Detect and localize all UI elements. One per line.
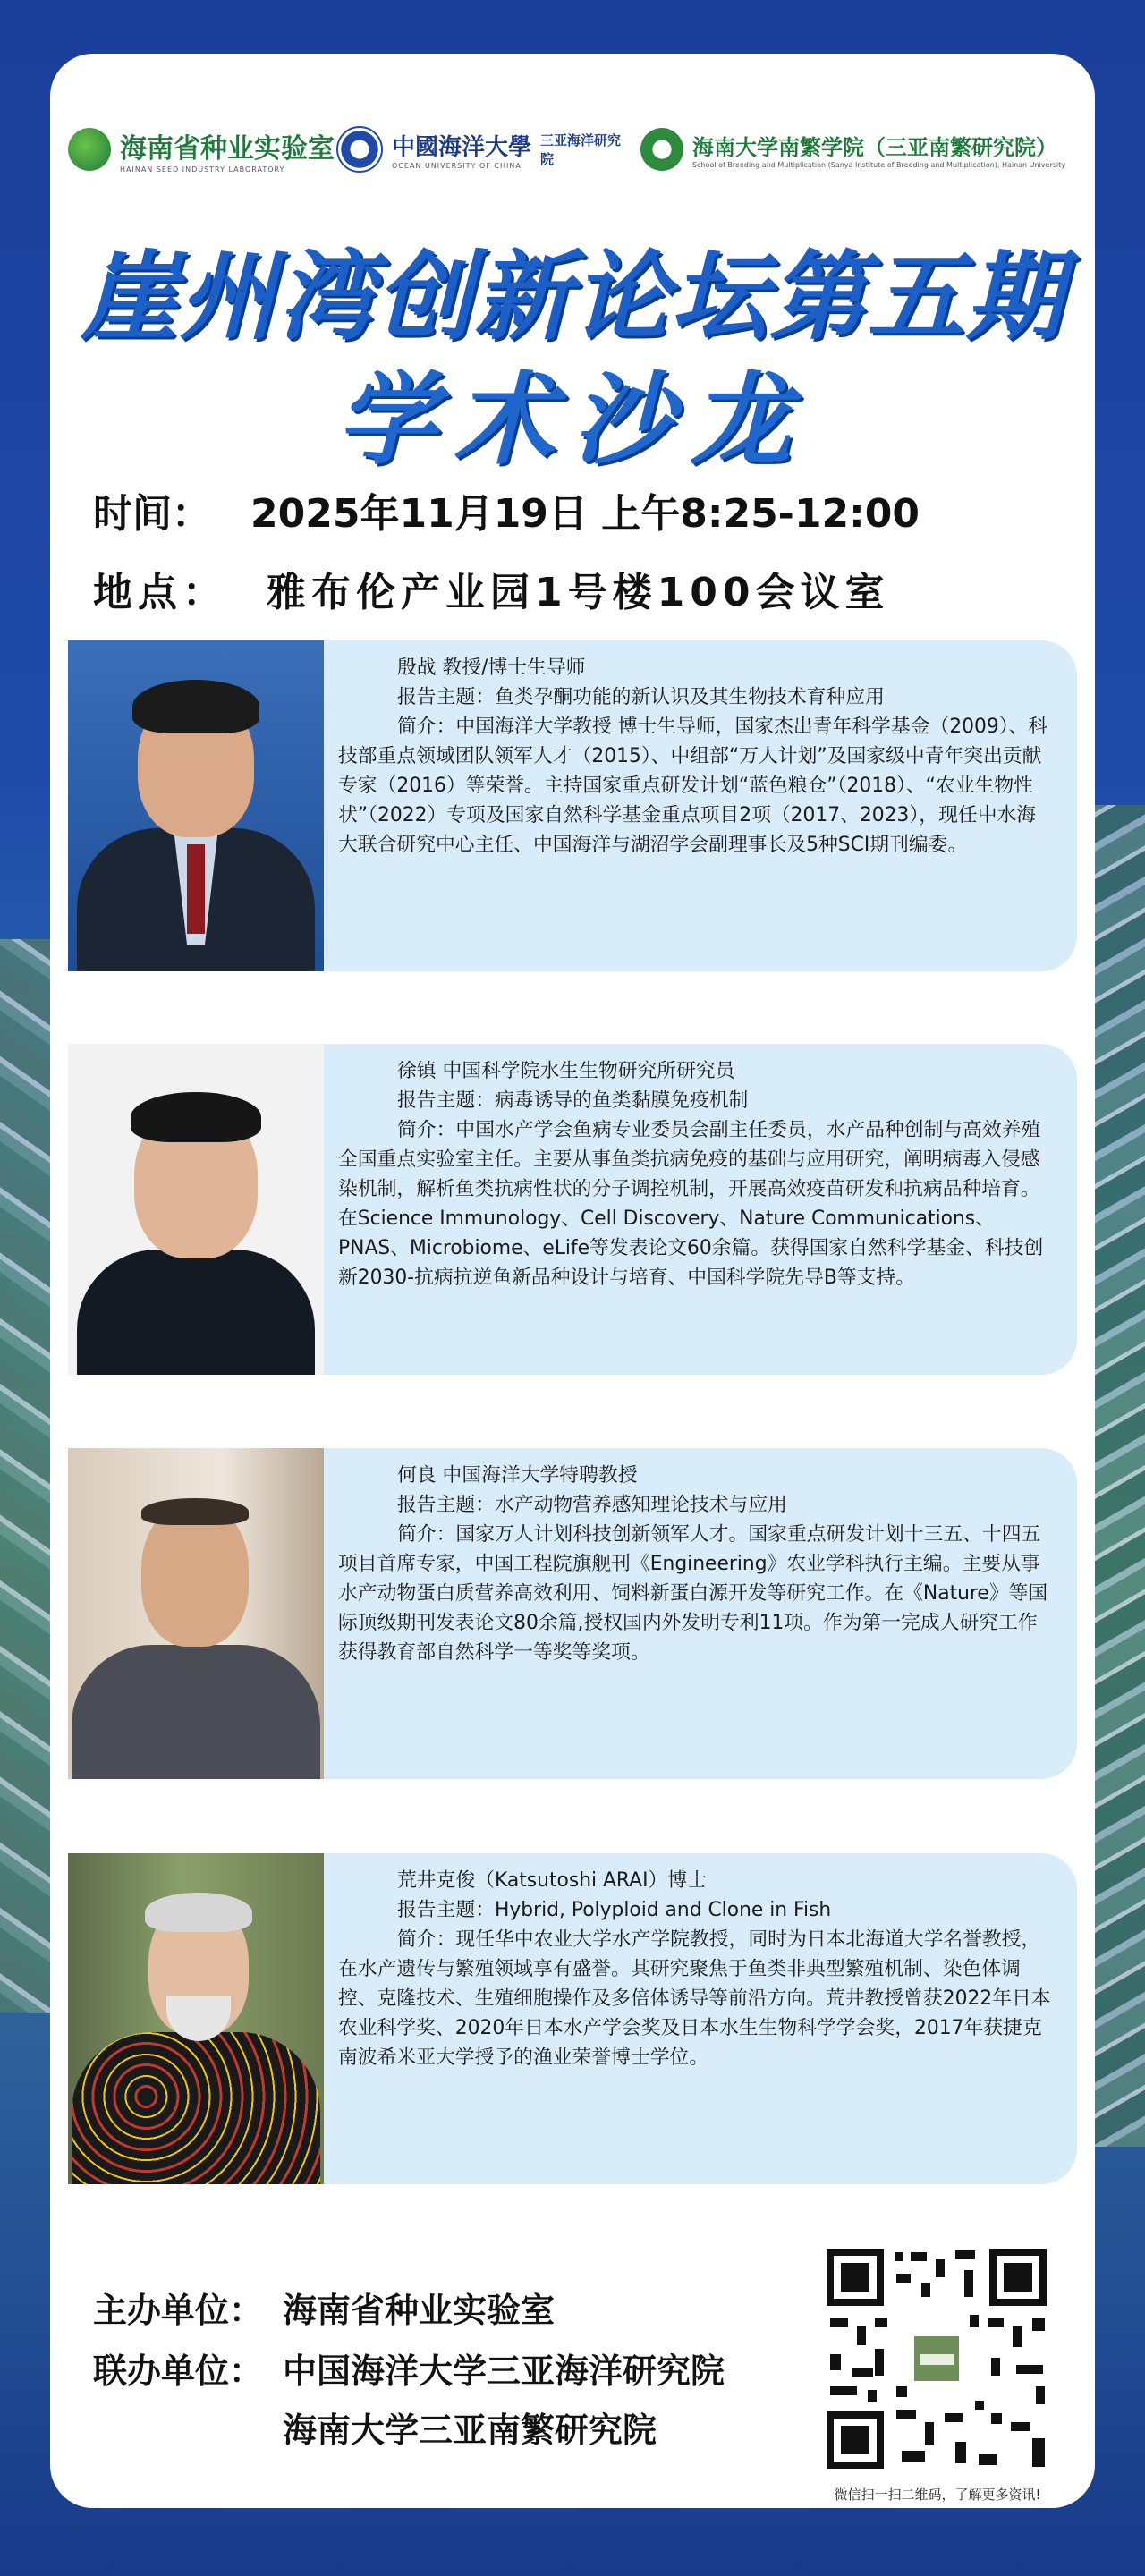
speaker-text [338,1866,1054,2072]
hainu-emblem-icon [640,128,683,171]
seed-lab-name: 海南省种业实验室 [120,132,335,165]
place-label: 地点： [93,570,227,615]
host-organizer [93,2283,555,2332]
co-label: 联办单位： [93,2351,264,2391]
ouc-emblem-icon [336,126,383,173]
speaker-photo [68,1044,324,1375]
speaker-bio: 简介：中国水产学会鱼病专业委员会副主任委员，水产品种创制与高效养殖全国重点实验室主任。主要从事鱼类抗病免疫的基础与应用研究，阐明病毒入侵感染机制，解析鱼类抗病性状的分子调控机制，开展高效疫苗研发和抗病品种培育。在Science Immunology、Cell Discovery、Nature Communications、PNAS、Microbiome、eLife等发表论文60余篇。获得国家自然科学基金、科技创新2030-抗病抗逆鱼新品种设计与培育、中国科学院先导B等支持。 [338,1119,1044,1289]
time-value: 2025年11月19日 上午8:25-12:00 [250,491,920,537]
time-label: 时间： [93,491,211,537]
ouc-english: OCEAN UNIVERSITY OF CHINA [392,162,522,170]
speaker-text [338,1056,1054,1292]
co-organizer [93,2343,725,2393]
ouc-name: 中國海洋大學 [392,134,532,161]
qr-caption: 微信扫一扫二维码，了解更多资讯! [834,2487,1041,2503]
speaker-topic: 报告主题：Hybrid, Polyploid and Clone in Fish [397,1899,832,1921]
speaker-name: 徐镇 中国科学院水生生物研究所研究员 [397,1060,735,1082]
qr-code-icon [821,2243,1052,2474]
host-value: 海南省种业实验室 [283,2291,556,2330]
seed-lab-english: HAINAN SEED INDUSTRY LABORATORY [120,165,285,174]
forum-title: 崖州湾创新论坛第五期 [80,242,1064,353]
seed-lab-logo [68,109,336,190]
speaker-photo [68,1448,324,1779]
hainu-logo [640,109,1077,190]
co-value-2: 海南大学三亚南繁研究院 [283,2411,657,2450]
ouc-logo [336,109,632,190]
speaker-photo [68,640,324,971]
speaker-card [68,1448,1077,1779]
speaker-bio: 简介：国家万人计划科技创新领军人才。国家重点研发计划十三五、十四五项目首席专家，中国工程院旗舰刊《Engineering》农业学科执行主编。主要从事水产动物蛋白质营养高效利用、饲料新蛋白源开发等研究工作。在《Nature》等国际顶级期刊发表论文80余篇,授权国内外发明专利11项。作为第一完成人研究工作获得教育部自然科学一等奖等奖项。 [338,1523,1048,1664]
wechat-qr-code[interactable] [821,2243,1052,2474]
co-organizer-2 [283,2402,657,2452]
logo-bar [68,109,1077,190]
speaker-text [338,1461,1054,1667]
seed-lab-emblem-icon [68,128,111,171]
host-label: 主办单位： [93,2291,264,2330]
speaker-name: 荒井克俊（Katsutoshi ARAI）博士 [397,1869,707,1892]
speaker-bio: 简介：现任华中农业大学水产学院教授，同时为日本北海道大学名誉教授，在水产遗传与繁殖领域享有盛誉。其研究聚焦于鱼类非典型繁殖机制、染色体调控、克隆技术、生殖细胞操作及多倍体诱导等前沿方向。荒井教授曾获2022年日本农业科学奖、2020年日本水产学会奖及日本水生生物科学学会奖，2017年获捷克南波希米亚大学授予的渔业荣誉博士学位。 [338,1928,1051,2069]
speaker-bio: 简介：中国海洋大学教授 博士生导师，国家杰出青年科学基金（2009）、科技部重点领域团队领军人才（2015）、中组部“万人计划”及国家级中青年突出贡献专家（2016）等荣誉。主持国家重点研发计划“蓝色粮仓”（2018）、“农业生物性状”（2022）专项及国家自然科学基金重点项目2项（2017、2023），现任中水海大联合研究中心主任、中国海洋与湖沼学会副理事长及5种SCI期刊编委。 [338,716,1048,856]
poster-panel [50,54,1095,2508]
speaker-photo [68,1853,324,2184]
speaker-name: 殷战 教授/博士生导师 [397,657,586,679]
speaker-card [68,1044,1077,1375]
ouc-sanya-institute: 三亚海洋研究院 [540,132,622,167]
co-value-1: 中国海洋大学三亚海洋研究院 [283,2351,725,2391]
speaker-card [68,1853,1077,2184]
speaker-name: 何良 中国海洋大学特聘教授 [397,1464,638,1487]
speaker-topic: 报告主题：水产动物营养感知理论技术与应用 [397,1494,787,1516]
speaker-topic: 报告主题：鱼类孕酮功能的新认识及其生物技术育种应用 [397,686,885,708]
speaker-card [68,640,1077,971]
event-place [93,560,889,617]
hainu-english: School of Breeding and Multiplication (Sanya Institute of Breeding and Multiplication), Hainan University [692,161,1066,169]
speaker-topic: 报告主题：病毒诱导的鱼类黏膜免疫机制 [397,1089,749,1112]
hainu-name: 海南大学南繁学院（三亚南繁研究院） [692,134,1057,160]
salon-subtitle: 学术沙龙 [336,361,809,479]
place-value: 雅布伦产业园1号楼100会议室 [267,570,890,615]
event-time [93,481,920,538]
speaker-text [338,653,1054,860]
